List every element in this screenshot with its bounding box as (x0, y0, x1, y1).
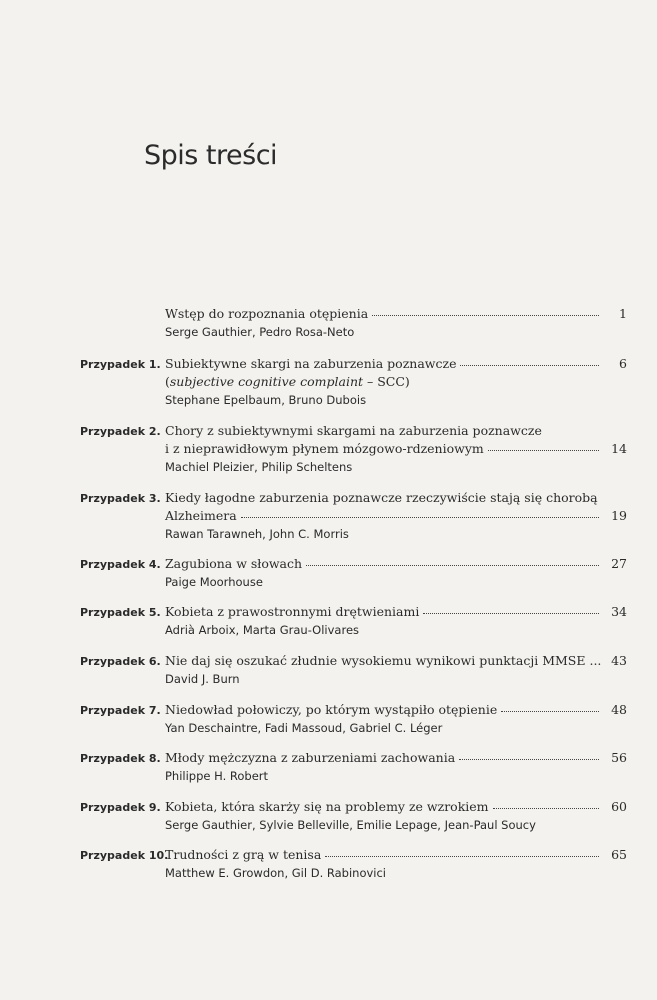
page-number: 6 (619, 356, 627, 371)
page-number: 27 (611, 556, 627, 571)
toc-title-line: Kiedy łagodne zaburzenia poznawcze rzeczywiście stają się chorobą (165, 490, 598, 505)
dot-leader (423, 612, 599, 614)
toc-title-line: i z nieprawidłowym płynem mózgowo-rdzeniowym 14 (165, 441, 627, 456)
toc-title-line: Kobieta, która skarży się na problemy ze wzrokiem 60 (165, 799, 627, 814)
case-label: Przypadek 5. (80, 606, 161, 619)
case-label: Przypadek 4. (80, 558, 161, 571)
toc-title-line: Trudności z grą w tenisa 65 (165, 847, 627, 862)
toc-title-line: Subiektywne skargi na zaburzenia poznawcze 6 (165, 356, 627, 371)
case-label: Przypadek 7. (80, 704, 161, 717)
dot-leader (325, 855, 599, 857)
case-label: Przypadek 6. (80, 655, 161, 668)
toc-authors: Stephane Epelbaum, Bruno Dubois (165, 393, 367, 407)
dot-leader (488, 449, 599, 451)
toc-title-line: Alzheimera 19 (165, 508, 627, 523)
toc-title-line: Wstęp do rozpoznania otępienia 1 (165, 306, 627, 321)
page-title: Spis treści (144, 140, 278, 171)
page-number: 65 (611, 847, 627, 862)
toc-authors: Adrià Arboix, Marta Grau-Olivares (165, 623, 360, 637)
toc-title-line: Chory z subiektywnymi skargami na zaburzenia poznawcze (165, 423, 542, 438)
toc-authors: Rawan Tarawneh, John C. Morris (165, 527, 349, 541)
page-number: 60 (611, 799, 627, 814)
toc-authors: Matthew E. Growdon, Gil D. Rabinovici (165, 866, 386, 880)
page-number: 43 (611, 653, 627, 668)
toc-authors: Philippe H. Robert (165, 769, 269, 783)
toc-authors: Machiel Pleizier, Philip Scheltens (165, 460, 353, 474)
toc-authors: David J. Burn (165, 672, 240, 686)
case-label: Przypadek 2. (80, 425, 161, 438)
toc-authors: Serge Gauthier, Pedro Rosa-Neto (165, 325, 355, 339)
toc-title-line: (subjective cognitive complaint – SCC) (165, 374, 410, 389)
page-number: 1 (619, 306, 627, 321)
page-number: 34 (611, 604, 627, 619)
toc-title-line: Nie daj się oszukać złudnie wysokiemu wynikowi punktacji MMSE ... 43 (165, 653, 627, 668)
case-label: Przypadek 10. (80, 849, 169, 862)
toc-authors: Paige Moorhouse (165, 575, 263, 589)
toc-title-line: Kobieta z prawostronnymi drętwieniami 34 (165, 604, 627, 619)
page-number: 56 (611, 750, 627, 765)
toc-title-line: Młody mężczyzna z zaburzeniami zachowania 56 (165, 750, 627, 765)
case-label: Przypadek 9. (80, 801, 161, 814)
dot-leader (241, 516, 599, 518)
toc-title-line: Zagubiona w słowach 27 (165, 556, 627, 571)
page-number: 19 (611, 508, 627, 523)
case-label: Przypadek 1. (80, 358, 161, 371)
case-label: Przypadek 3. (80, 492, 161, 505)
page-number: 48 (611, 702, 627, 717)
dot-leader (459, 758, 599, 760)
dot-leader (372, 314, 599, 316)
dot-leader (501, 710, 599, 712)
toc-title-line: Niedowład połowiczy, po którym wystąpiło otępienie 48 (165, 702, 627, 717)
toc-authors: Serge Gauthier, Sylvie Belleville, Emilie Lepage, Jean-Paul Soucy (165, 818, 536, 832)
page-number: 14 (611, 441, 627, 456)
toc-authors: Yan Deschaintre, Fadi Massoud, Gabriel C. Léger (165, 721, 443, 735)
case-label: Przypadek 8. (80, 752, 161, 765)
dot-leader (493, 807, 599, 809)
dot-leader (460, 364, 599, 366)
dot-leader (306, 564, 599, 566)
